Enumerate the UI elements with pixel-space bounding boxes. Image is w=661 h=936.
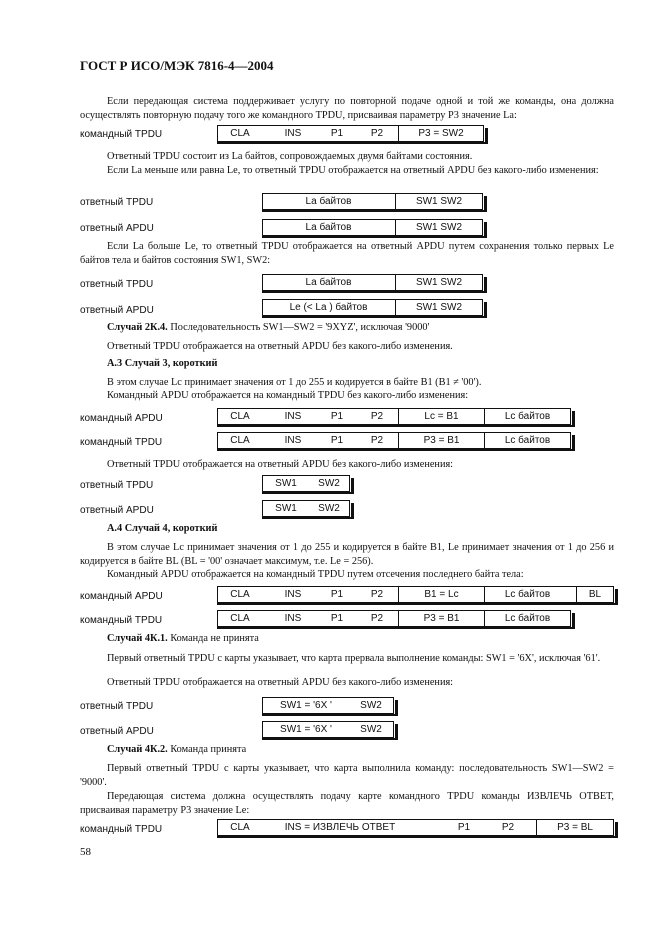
cell: La байтов: [305, 196, 352, 207]
case-heading: [107, 743, 641, 757]
row-label: командный TPDU: [80, 437, 163, 448]
paragraph: Ответный TPDU отображается на ответный APDU без какого-либо изменения:: [107, 459, 454, 470]
document-header: ГОСТ Р ИСО/МЭК 7816-4—2004: [80, 58, 274, 73]
row-label: ответный TPDU: [80, 701, 154, 712]
tpdu-table: [217, 125, 484, 142]
cell: La байтов: [305, 222, 352, 233]
cell: P2: [501, 822, 515, 833]
case-text: Команда принята: [167, 744, 247, 755]
row-label: командный TPDU: [80, 129, 163, 140]
paragraph: Ответный TPDU отображается на ответный APDU без какого-либо изменения.: [107, 341, 453, 352]
paragraph: В этом случае Lc принимает значения от 1 до 255 и кодируется в байте B1 (B1 ≠ '00').: [107, 377, 482, 388]
cell: SW1 SW2: [415, 196, 463, 207]
row-label: ответный APDU: [80, 305, 154, 316]
tpdu-table: [217, 610, 571, 627]
row-label: командный APDU: [80, 413, 163, 424]
cell: SW1 SW2: [415, 277, 463, 288]
paragraph: Первый ответный TPDU с карты указывает, что карта прервала выполнение команды: SW1 = '6X', исключая '61'.: [107, 653, 601, 664]
cell: P2: [370, 589, 384, 600]
sw-table: [262, 721, 394, 738]
paragraph: Если La меньше или равна Le, то ответный TPDU отображается на ответный APDU без какого-либо изменения:: [107, 165, 599, 176]
cell: SW1: [275, 478, 297, 489]
cell: P1: [330, 411, 344, 422]
cell: Lc байтов: [504, 613, 551, 624]
row-label: командный TPDU: [80, 824, 163, 835]
response-table: [262, 274, 483, 291]
cell: INS = ИЗВЛЕЧЬ ОТВЕТ: [284, 822, 396, 833]
row-label: командный TPDU: [80, 615, 163, 626]
cell: INS: [284, 128, 302, 139]
cell: CLA: [230, 822, 250, 833]
cell: SW1 SW2: [415, 222, 463, 233]
cell: CLA: [230, 435, 250, 446]
response-table: [262, 193, 483, 210]
paragraph: Первый ответный TPDU с карты указывает, что карта выполнила команду: последовательность SW1—SW2 = '9000'.: [80, 763, 614, 788]
cell: CLA: [230, 589, 250, 600]
sw-table: [262, 475, 350, 492]
cell: INS: [284, 613, 302, 624]
cell: P2: [370, 435, 384, 446]
cell: Lc = B1: [424, 411, 459, 422]
case-title: Случай 4К.2.: [107, 744, 168, 755]
paragraph: Передающая система должна осуществлять подачу карте командного TPDU команды ИЗВЛЕЧЬ ОТВЕТ, присваивая параметру P3 значение Le:: [80, 791, 614, 816]
cell: P2: [370, 613, 384, 624]
cell: SW2: [360, 724, 382, 735]
cell: P1: [330, 589, 344, 600]
row-label: ответный APDU: [80, 505, 154, 516]
cell: P1: [457, 822, 471, 833]
paragraph: Ответный TPDU отображается на ответный APDU без какого-либо изменения:: [107, 677, 454, 688]
cell: Lc байтов: [504, 411, 551, 422]
apdu-table: [217, 586, 614, 603]
tpdu-table: [217, 432, 571, 449]
section-title: А.4 Случай 4, короткий: [107, 523, 218, 534]
case-text: Команда не принята: [167, 633, 259, 644]
cell: INS: [284, 589, 302, 600]
cell: Lc байтов: [504, 589, 551, 600]
cell: P1: [330, 128, 344, 139]
row-label: ответный APDU: [80, 223, 154, 234]
case-title: Случай 2К.4.: [107, 322, 168, 333]
row-label: ответный APDU: [80, 726, 154, 737]
cell: SW2: [360, 700, 382, 711]
case-title: Случай 4К.1.: [107, 633, 168, 644]
case-heading: [107, 632, 641, 646]
cell: Le (< La ) байтов: [289, 302, 368, 313]
case-text: Последовательность SW1—SW2 = '9XYZ', исключая '9000': [167, 322, 430, 333]
section-title: А.3 Случай 3, короткий: [107, 358, 218, 369]
paragraph: Если передающая система поддерживает услугу по повторной подаче одной и той же команды, она должна осуществлять повторную подачу того же командного TPDU, присваивая параметру P3 значение La:: [80, 96, 614, 121]
cell: P3 = BL: [557, 822, 593, 833]
cell: SW2: [318, 503, 340, 514]
cell: P3 = B1: [423, 613, 460, 624]
cell: CLA: [230, 613, 250, 624]
paragraph: Если La больше Le, то ответный TPDU отображается на ответный APDU путем сохранения только первых Le байтов тела и байтов состояния SW1, SW2:: [80, 241, 614, 266]
paragraph: Командный APDU отображается на командный TPDU без какого-либо изменения:: [107, 390, 469, 401]
response-table: [262, 299, 483, 316]
cell: P2: [370, 411, 384, 422]
cell: B1 = Lc: [424, 589, 459, 600]
row-label: ответный TPDU: [80, 279, 154, 290]
page-number: 58: [80, 846, 91, 858]
cell: SW2: [318, 478, 340, 489]
cell: SW1: [275, 503, 297, 514]
cell: INS: [284, 435, 302, 446]
sw-table: [262, 697, 394, 714]
cell: P1: [330, 435, 344, 446]
sw-table: [262, 500, 350, 517]
cell: Lc байтов: [504, 435, 551, 446]
paragraph: В этом случае Lc принимает значения от 1 до 255 и кодируется в байте B1, Le принимает значения от 1 до 256 и кодируется в байте BL (BL = '00' означает максимум, т.е. Le = 256).: [80, 542, 614, 567]
cell: SW1 = '6X ': [280, 724, 332, 735]
paragraph: Командный APDU отображается на командный TPDU путем отсечения последнего байта тела:: [107, 569, 524, 580]
cell: CLA: [230, 128, 250, 139]
case-heading: [107, 321, 641, 335]
cell: CLA: [230, 411, 250, 422]
row-label: ответный TPDU: [80, 197, 154, 208]
paragraph: Ответный TPDU состоит из La байтов, сопровождаемых двумя байтами состояния.: [107, 151, 473, 162]
cell: SW1 = '6X ': [280, 700, 332, 711]
cell: SW1 SW2: [415, 302, 463, 313]
row-label: ответный TPDU: [80, 480, 154, 491]
response-table: [262, 219, 483, 236]
cell: P3 = SW2: [418, 128, 464, 139]
cell: P3 = B1: [423, 435, 460, 446]
cell: BL: [588, 589, 602, 600]
row-label: командный APDU: [80, 591, 163, 602]
apdu-table: [217, 408, 571, 425]
cell: P2: [370, 128, 384, 139]
cell: P1: [330, 613, 344, 624]
cell: La байтов: [305, 277, 352, 288]
tpdu-table: [217, 819, 614, 836]
cell: INS: [284, 411, 302, 422]
